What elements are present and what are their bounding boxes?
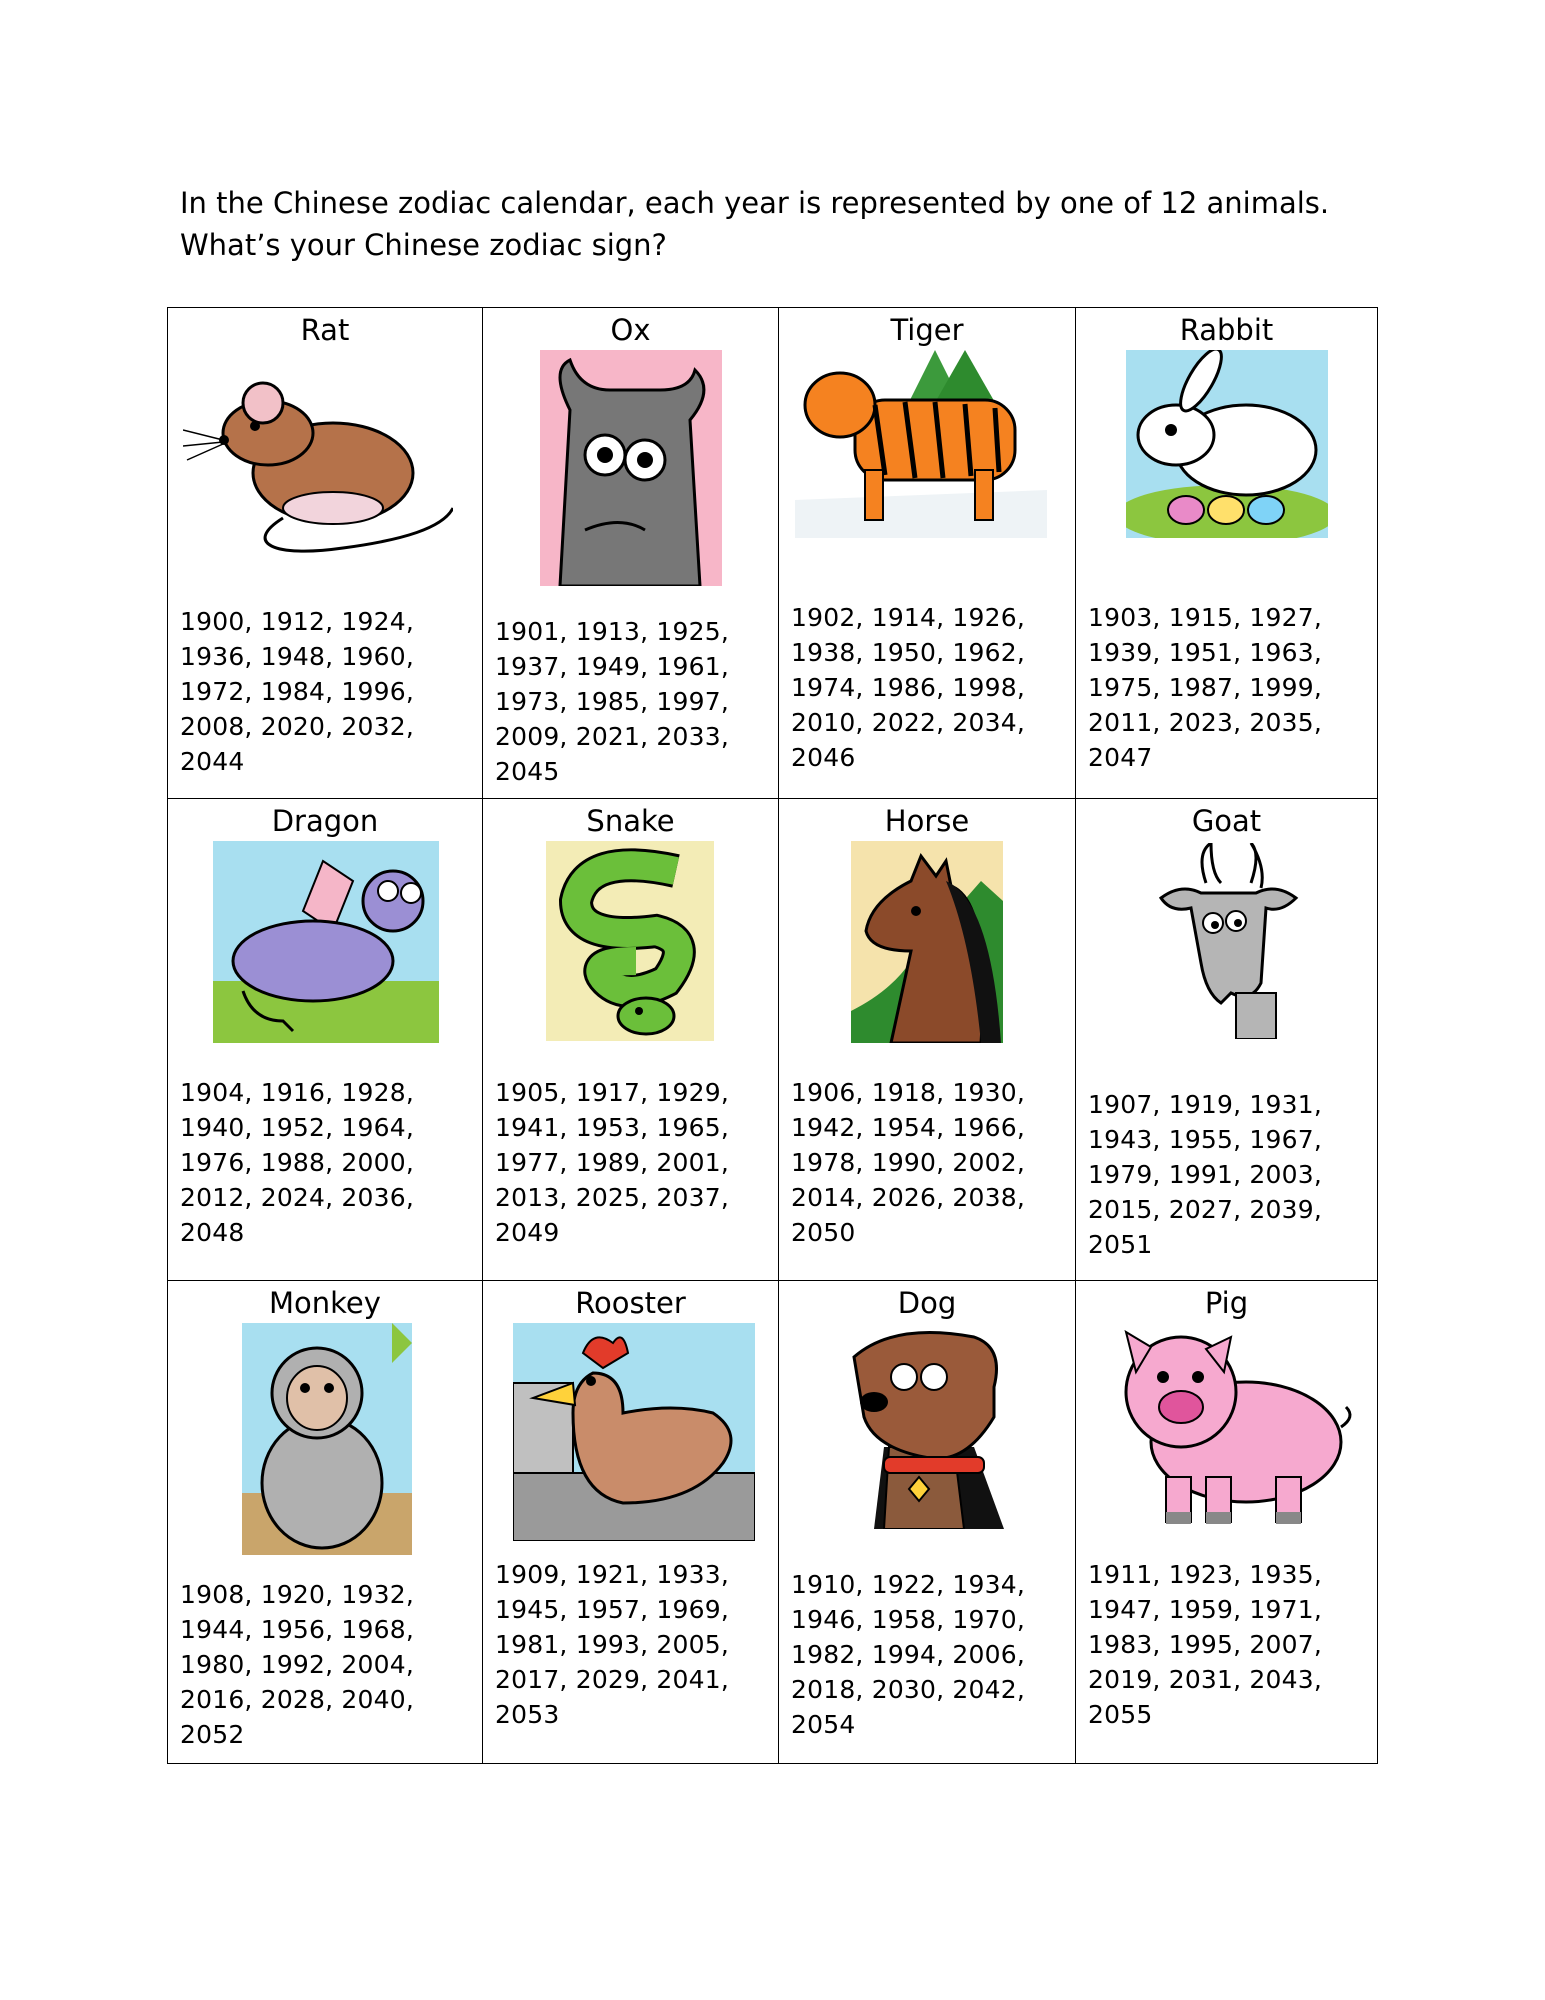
zodiac-cell-monkey <box>168 1281 483 1764</box>
horse-icon <box>851 841 1003 1043</box>
snake-icon <box>546 841 714 1041</box>
rooster-icon <box>513 1323 755 1541</box>
zodiac-cell-dog <box>779 1281 1076 1764</box>
zodiac-cell-rabbit <box>1076 308 1378 799</box>
sign-years: 1906, 1918, 1930, 1942, 1954, 1966, 1978, 1990, 2002, 2014, 2026, 2038, 2050 <box>791 1078 1026 1247</box>
sign-years: 1901, 1913, 1925, 1937, 1949, 1961, 1973, 1985, 1997, 2009, 2021, 2033, 2045 <box>495 617 730 786</box>
sign-years: 1909, 1921, 1933, 1945, 1957, 1969, 1981, 1993, 2005, 2017, 2029, 2041, 2053 <box>495 1560 730 1729</box>
zodiac-cell-dragon <box>168 799 483 1281</box>
sign-name: Goat <box>1191 804 1262 838</box>
sign-name: Tiger <box>890 313 964 347</box>
sign-years: 1902, 1914, 1926, 1938, 1950, 1962, 1974, 1986, 1998, 2010, 2022, 2034, 2046 <box>791 603 1026 772</box>
zodiac-cell-rat <box>168 308 483 799</box>
sign-name: Snake <box>586 804 675 838</box>
sign-name: Rooster <box>575 1286 686 1320</box>
sign-name: Dragon <box>271 804 379 838</box>
zodiac-cell-pig <box>1076 1281 1378 1764</box>
sign-years: 1900, 1912, 1924, 1936, 1948, 1960, 1972, 1984, 1996, 2008, 2020, 2032, 2044 <box>180 607 415 776</box>
tiger-icon <box>795 350 1047 538</box>
sign-name: Pig <box>1204 1286 1249 1320</box>
zodiac-cell-tiger <box>779 308 1076 799</box>
sign-years: 1905, 1917, 1929, 1941, 1953, 1965, 1977, 1989, 2001, 2013, 2025, 2037, 2049 <box>495 1078 730 1247</box>
intro-line-2: What’s your Chinese zodiac sign? <box>180 228 667 262</box>
intro-text <box>180 182 1380 266</box>
zodiac-cell-horse <box>779 799 1076 1281</box>
sign-years: 1903, 1915, 1927, 1939, 1951, 1963, 1975, 1987, 1999, 2011, 2023, 2035, 2047 <box>1088 603 1323 772</box>
goat-icon <box>1151 843 1303 1039</box>
zodiac-cell-ox <box>483 308 779 799</box>
rabbit-icon <box>1126 350 1328 538</box>
sign-name: Horse <box>884 804 970 838</box>
intro-line-1: In the Chinese zodiac calendar, each year is represented by one of 12 animals. <box>180 186 1330 220</box>
sign-name: Monkey <box>269 1286 381 1320</box>
rat-icon <box>183 368 453 558</box>
ox-icon <box>540 350 722 586</box>
sign-name: Ox <box>610 313 651 347</box>
pig-icon <box>1106 1327 1356 1525</box>
dog-icon <box>844 1327 1010 1529</box>
zodiac-table <box>167 307 1378 1764</box>
monkey-icon <box>242 1323 412 1555</box>
sign-years: 1911, 1923, 1935, 1947, 1959, 1971, 1983, 1995, 2007, 2019, 2031, 2043, 2055 <box>1088 1560 1323 1729</box>
dragon-icon <box>213 841 439 1043</box>
sign-name: Dog <box>897 1286 957 1320</box>
sign-years: 1908, 1920, 1932, 1944, 1956, 1968, 1980, 1992, 2004, 2016, 2028, 2040, 2052 <box>180 1580 415 1749</box>
zodiac-cell-goat <box>1076 799 1378 1281</box>
sign-years: 1907, 1919, 1931, 1943, 1955, 1967, 1979, 1991, 2003, 2015, 2027, 2039, 2051 <box>1088 1090 1323 1259</box>
zodiac-cell-snake <box>483 799 779 1281</box>
sign-name: Rat <box>300 313 350 347</box>
zodiac-cell-rooster <box>483 1281 779 1764</box>
sign-years: 1904, 1916, 1928, 1940, 1952, 1964, 1976, 1988, 2000, 2012, 2024, 2036, 2048 <box>180 1078 415 1247</box>
sign-name: Rabbit <box>1179 313 1274 347</box>
sign-years: 1910, 1922, 1934, 1946, 1958, 1970, 1982, 1994, 2006, 2018, 2030, 2042, 2054 <box>791 1570 1026 1739</box>
